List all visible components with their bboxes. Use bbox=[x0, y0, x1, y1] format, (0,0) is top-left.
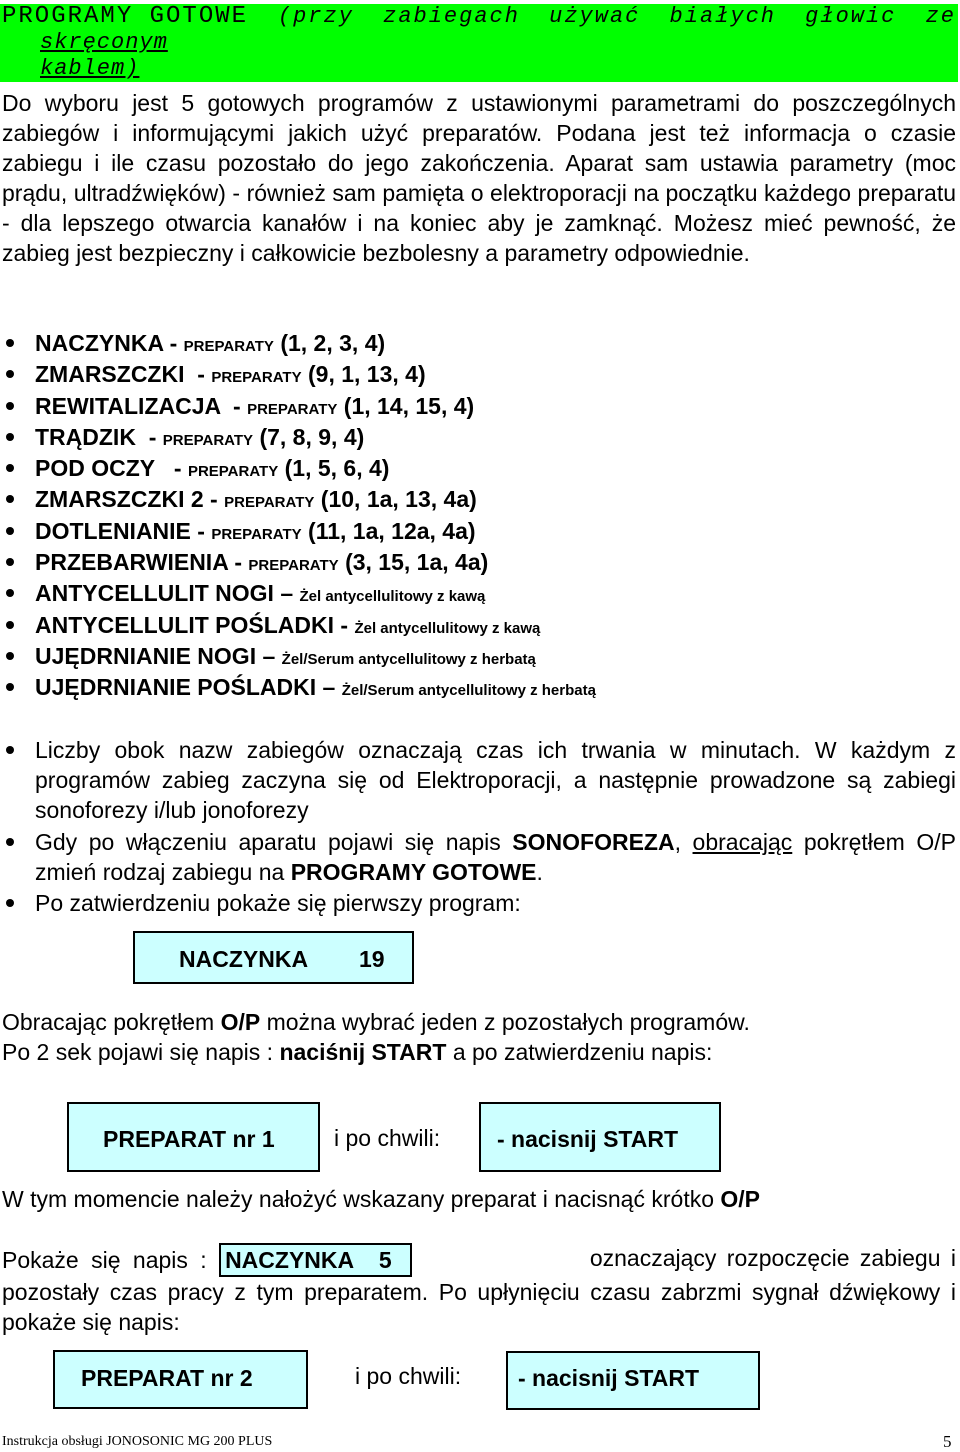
page-title: PROGRAMY GOTOWE bbox=[2, 3, 249, 30]
program-item bbox=[2, 516, 952, 547]
program-name: TRĄDZIK - bbox=[35, 423, 163, 450]
program-name: REWITALIZACJA - bbox=[35, 392, 248, 419]
program-preparations-values: (10, 1a, 13, 4a) bbox=[314, 486, 477, 513]
program-preparations-label: PREPARATY bbox=[162, 431, 254, 449]
program-item bbox=[2, 484, 952, 515]
step2-text: W tym momencie należy nałożyć wskazany preparat i nacisnąć krótko O/P bbox=[2, 1186, 761, 1212]
program-name: NACZYNKA - bbox=[35, 330, 184, 356]
footer-text: Instrukcja obsługi JONOSONIC MG 200 PLUS bbox=[2, 1434, 273, 1449]
display-box-naczynka-5: NACZYNKA 5 bbox=[219, 1243, 412, 1277]
program-preparations-label: PREPARATY bbox=[211, 525, 302, 543]
program-item bbox=[2, 328, 952, 359]
display-box-start2: - nacisnij START bbox=[506, 1351, 760, 1410]
program-preparations-label: Żel antycellulitowy z kawą bbox=[354, 619, 541, 637]
note-duration: Liczby obok nazw zabiegów oznaczają czas ich trwania w minutach. W każdym z programów zabieg zaczyna się od Elektroporacji, a następnie prowadzone są zabiegi sonoforezy i/lub jonoforezy bbox=[2, 735, 956, 825]
step3-text: Pokaże się napis : NACZYNKA 5 oznaczający rozpoczęcie zabiegu i pozostały czas pracy z tym preparatem. Po upłynięciu czasu zabrzmi sygnał dźwiękowy i pokaże się napis: bbox=[2, 1245, 956, 1335]
note-first-program: Po zatwierdzeniu pokaże się pierwszy program: bbox=[2, 888, 956, 918]
note-start: Gdy po włączeniu aparatu pojawi się napis SONOFOREZA, obracając pokrętłem O/P zmień rodzaj zabiegu na PROGRAMY GOTOWE. bbox=[2, 827, 956, 887]
program-item bbox=[2, 578, 952, 609]
program-name: UJĘDRNIANIE NOGI – bbox=[35, 642, 282, 669]
program-name: DOTLENIANIE - bbox=[35, 517, 212, 544]
page-header bbox=[0, 4, 958, 82]
program-item bbox=[2, 641, 952, 672]
program-name: POD OCZY - bbox=[35, 455, 188, 482]
step1-text: Obracając pokrętłem O/P można wybrać jeden z pozostałych programów. Po 2 sek pojawi się napis : naciśnij START a po zatwierdzeniu napis: bbox=[2, 1009, 750, 1065]
program-preparations-values: (3, 15, 1a, 4a) bbox=[338, 549, 489, 576]
program-name: ANTYCELLULIT NOGI – bbox=[35, 580, 300, 607]
program-preparations-label: PREPARATY bbox=[211, 369, 302, 387]
program-item bbox=[2, 672, 952, 703]
program-name: UJĘDRNIANIE POŚLADKI – bbox=[35, 674, 342, 701]
intro-paragraph: Do wyboru jest 5 gotowych programów z ustawionymi parametrami do poszczególnych zabiegów i informującymi jakich użyć preparatów. Podana jest też informacja o czasie zabiegu i ile czasu pozostało do jego zakończenia. Aparat sam ustawia parametry (moc prądu, ultradźwięków) - również sam pamięta o elektroporacji na początku każdego preparatu - dla lepszego otwarcia kanałów i na koniec aby je zamknąć. Możesz mieć pewność, że zabieg jest bezpieczny i całkowicie bezbolesny a parametry odpowiednie. bbox=[2, 90, 956, 266]
program-preparations-values: (1, 5, 6, 4) bbox=[278, 455, 390, 482]
program-name: ANTYCELLULIT POŚLADKI - bbox=[35, 611, 355, 638]
notes bbox=[2, 735, 956, 918]
step3-text-rest: pozostały czas pracy z tym preparatem. Po upłynięciu czasu zabrzmi sygnał dźwiękowy i pokaże się napis: bbox=[2, 1279, 956, 1335]
display-box-start1: - nacisnij START bbox=[479, 1102, 721, 1172]
program-preparations-values: (1, 2, 3, 4) bbox=[273, 330, 386, 356]
program-item bbox=[2, 547, 952, 578]
program-item bbox=[2, 610, 952, 641]
program-preparations-label: PREPARATY bbox=[183, 338, 274, 355]
program-item bbox=[2, 391, 952, 422]
program-preparations-label: PREPARATY bbox=[224, 494, 315, 512]
program-preparations-values: (9, 1, 13, 4) bbox=[301, 361, 426, 388]
page-number: 5 bbox=[943, 1432, 952, 1451]
program-preparations-values: (7, 8, 9, 4) bbox=[253, 423, 365, 450]
program-preparations-label: PREPARATY bbox=[248, 557, 339, 575]
program-item bbox=[2, 359, 952, 390]
program-preparations-label: Żel/Serum antycellulitowy z herbatą bbox=[341, 682, 596, 700]
program-item bbox=[2, 422, 952, 453]
program-preparations-label: Żel/Serum antycellulitowy z herbatą bbox=[281, 650, 536, 668]
display-box-preparat1: PREPARAT nr 1 bbox=[67, 1102, 320, 1172]
display-box-naczynka: NACZYNKA 19 bbox=[133, 931, 414, 984]
header-note: (przy zabiegach używać białych głowic ze bbox=[277, 4, 956, 29]
program-name: ZMARSZCZKI 2 - bbox=[35, 486, 225, 513]
program-preparations-values: (1, 14, 15, 4) bbox=[337, 392, 475, 419]
program-preparations-values: (11, 1a, 12a, 4a) bbox=[301, 517, 476, 544]
program-name: PRZEBARWIENIA - bbox=[35, 549, 249, 576]
program-preparations-label: PREPARATY bbox=[247, 400, 338, 418]
program-preparations-label: Żel antycellulitowy z kawą bbox=[299, 588, 486, 606]
header-note-cont: skręconym kablem) bbox=[40, 30, 168, 81]
program-name: ZMARSZCZKI - bbox=[35, 361, 212, 388]
program-preparations-label: PREPARATY bbox=[187, 463, 279, 481]
program-item bbox=[2, 453, 952, 484]
box2-between: i po chwili: bbox=[334, 1125, 441, 1151]
display-box-preparat2: PREPARAT nr 2 bbox=[53, 1350, 308, 1409]
box3-between: i po chwili: bbox=[355, 1363, 462, 1389]
step3-text-line1: oznaczający rozpoczęcie zabiegu i bbox=[589, 1245, 956, 1271]
program-list bbox=[2, 328, 952, 704]
